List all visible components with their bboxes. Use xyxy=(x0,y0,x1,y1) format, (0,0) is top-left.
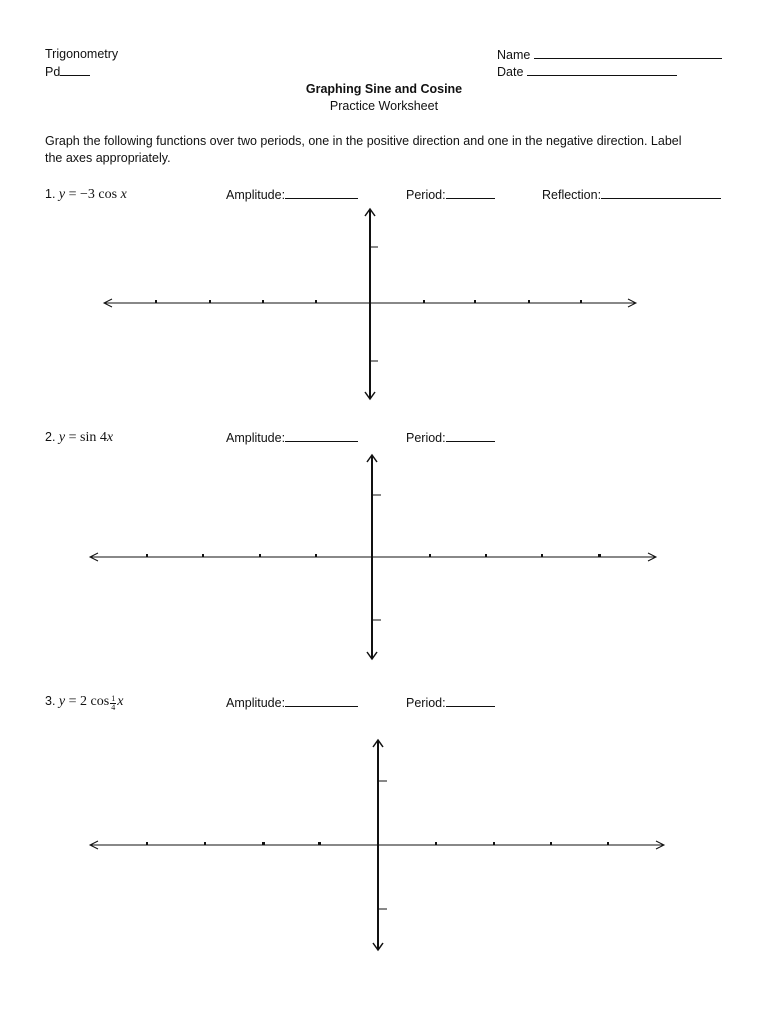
problem-1-amplitude-label: Amplitude: xyxy=(226,188,286,202)
problem-3-y: y xyxy=(58,694,66,709)
worksheet-subtitle: Practice Worksheet xyxy=(329,99,439,113)
problem-3-amplitude-label: Amplitude: xyxy=(226,696,286,710)
graph-3-x-tick xyxy=(318,842,321,845)
problem-3-fraction-numerator: 1 xyxy=(111,694,116,703)
instructions-line-1: Graph the following functions over two periods, one in the positive direction and one in the negative direction. Label xyxy=(45,134,682,148)
problem-3-period-label: Period: xyxy=(406,696,446,710)
period-label: Pd xyxy=(45,65,61,79)
course-name: Trigonometry xyxy=(45,47,119,61)
problem-1-period-label: Period: xyxy=(406,188,446,202)
graph-3-x-tick xyxy=(493,842,495,845)
problem-3-number: 3. xyxy=(45,694,56,708)
graph-3-x-tick xyxy=(204,842,206,845)
problem-2-expression: = sin 4 xyxy=(65,430,107,445)
problem-2-x: x xyxy=(106,430,114,445)
graph-3-x-tick xyxy=(435,842,437,845)
problem-3-x: x xyxy=(117,694,124,709)
problem-3-expression: = 2 cos xyxy=(65,694,110,709)
problem-2-period-label: Period: xyxy=(406,431,446,445)
problem-2-amplitude-label: Amplitude: xyxy=(226,431,286,445)
problem-1-x: x xyxy=(120,187,127,202)
problem-1-reflection-label: Reflection: xyxy=(542,188,602,202)
problem-1-y: y xyxy=(58,187,66,202)
graph-3-x-tick xyxy=(146,842,148,845)
problem-2-y: y xyxy=(58,430,66,445)
date-label: Date xyxy=(497,65,524,79)
graph-3-x-tick xyxy=(607,842,609,845)
instructions-line-2: the axes appropriately. xyxy=(45,151,171,165)
problem-3-fraction-denominator: 4 xyxy=(111,703,116,712)
name-label: Name xyxy=(497,48,531,62)
problem-2-number: 2. xyxy=(45,430,56,444)
problem-1-expression: = −3 cos xyxy=(65,187,121,202)
graph-3-x-tick xyxy=(550,842,552,845)
problem-1-number: 1. xyxy=(45,187,56,201)
graph-3-x-tick xyxy=(262,842,265,845)
worksheet-title: Graphing Sine and Cosine xyxy=(305,82,463,96)
